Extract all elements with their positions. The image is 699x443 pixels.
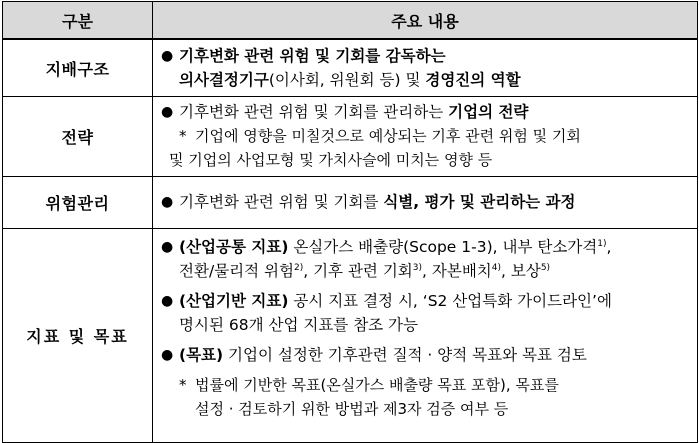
category-strategy: 전략: [3, 97, 153, 177]
text-bold: 의사결정기구: [179, 71, 269, 89]
text: 및 기업의 사업모형 및 가치사슬에 미치는 영향 등: [169, 151, 493, 169]
asterisk-icon: *: [179, 376, 187, 394]
text: 기후변화 관련 위험 및 기회를: [179, 192, 384, 211]
bullet-item: [161, 100, 691, 124]
header-category: 구분: [3, 2, 153, 40]
bullet-item: [161, 343, 691, 367]
category-governance: 지배구조: [3, 39, 153, 97]
row-risk-management: [3, 177, 698, 229]
footnote-mark: 5): [540, 263, 551, 273]
bullet-icon: ●: [161, 48, 174, 64]
text: 기후변화 관련 위험 및 기회를 관리하는: [179, 103, 449, 121]
text: (이사회, 위원회 등) 및: [268, 71, 426, 89]
text: , 기후 관련 기회: [303, 262, 413, 280]
category-metrics-targets: 지표 및 목표: [3, 229, 153, 443]
bullet-item: [161, 44, 691, 92]
text: 기업에 영향을 미칠것으로 예상되는 기후 관련 위험 및 기회: [195, 127, 581, 145]
row-governance: [3, 39, 698, 97]
text-bold: 경영진의 역할: [425, 71, 521, 89]
category-risk-management: 위험관리: [3, 177, 153, 229]
footnote-mark: 1): [597, 239, 607, 249]
text: , 보상: [501, 262, 541, 280]
bullet-icon: ●: [161, 347, 174, 363]
text: 전환/물리적 위험: [179, 262, 294, 280]
text-bold: 기업의 전략: [448, 103, 529, 121]
asterisk-icon: *: [179, 127, 187, 145]
text-bold: 기후변화 관련 위험 및 기회를 감독하는: [179, 47, 446, 65]
content-metrics-targets: [153, 229, 698, 443]
note-item: [161, 373, 691, 421]
bullet-icon: ●: [161, 239, 174, 255]
text: 명시된 68개 산업 지표를 참조 가능: [179, 316, 419, 334]
row-strategy: [3, 97, 698, 177]
bullet-item: [161, 235, 691, 283]
bullet-icon: ●: [161, 104, 174, 120]
text: 법률에 기반한 목표(온실가스 배출량 목표 포함), 목표를: [195, 376, 559, 394]
text: 공시 지표 결정 시, ‘S2 산업특화 가이드라인’에: [288, 292, 612, 310]
header-content: 주요 내용: [153, 2, 698, 40]
text: 기업이 설정한 기후관련 질적 · 양적 목표와 목표 검토: [223, 346, 587, 364]
text: , 자본배치: [422, 262, 492, 280]
text: 설정 · 검토하기 위한 방법과 제3자 검증 여부 등: [195, 400, 509, 418]
note-item-cont: [161, 148, 691, 172]
header-row: [3, 2, 698, 40]
footnote-mark: 3): [412, 263, 423, 273]
text: 온실가스 배출량(Scope 1-3), 내부 탄소가격: [288, 238, 598, 256]
bullet-item: [161, 190, 691, 214]
text-bold: (목표): [179, 346, 224, 364]
text-bold: (산업공통 지표): [179, 238, 289, 256]
bullet-icon: ●: [161, 193, 174, 210]
governance-disclosure-table: [2, 1, 698, 443]
note-item: [161, 124, 691, 148]
content-strategy: [153, 97, 698, 177]
content-risk-management: [153, 177, 698, 229]
text-bold: (산업기반 지표): [179, 292, 289, 310]
text-bold: 식별, 평가 및 관리하는 과정: [383, 192, 576, 211]
bullet-icon: ●: [161, 293, 174, 309]
bullet-item: [161, 289, 691, 337]
content-governance: [153, 39, 698, 97]
text: ,: [606, 238, 612, 256]
row-metrics-targets: [3, 229, 698, 443]
footnote-mark: 2): [293, 263, 304, 273]
footnote-mark: 4): [491, 263, 502, 273]
